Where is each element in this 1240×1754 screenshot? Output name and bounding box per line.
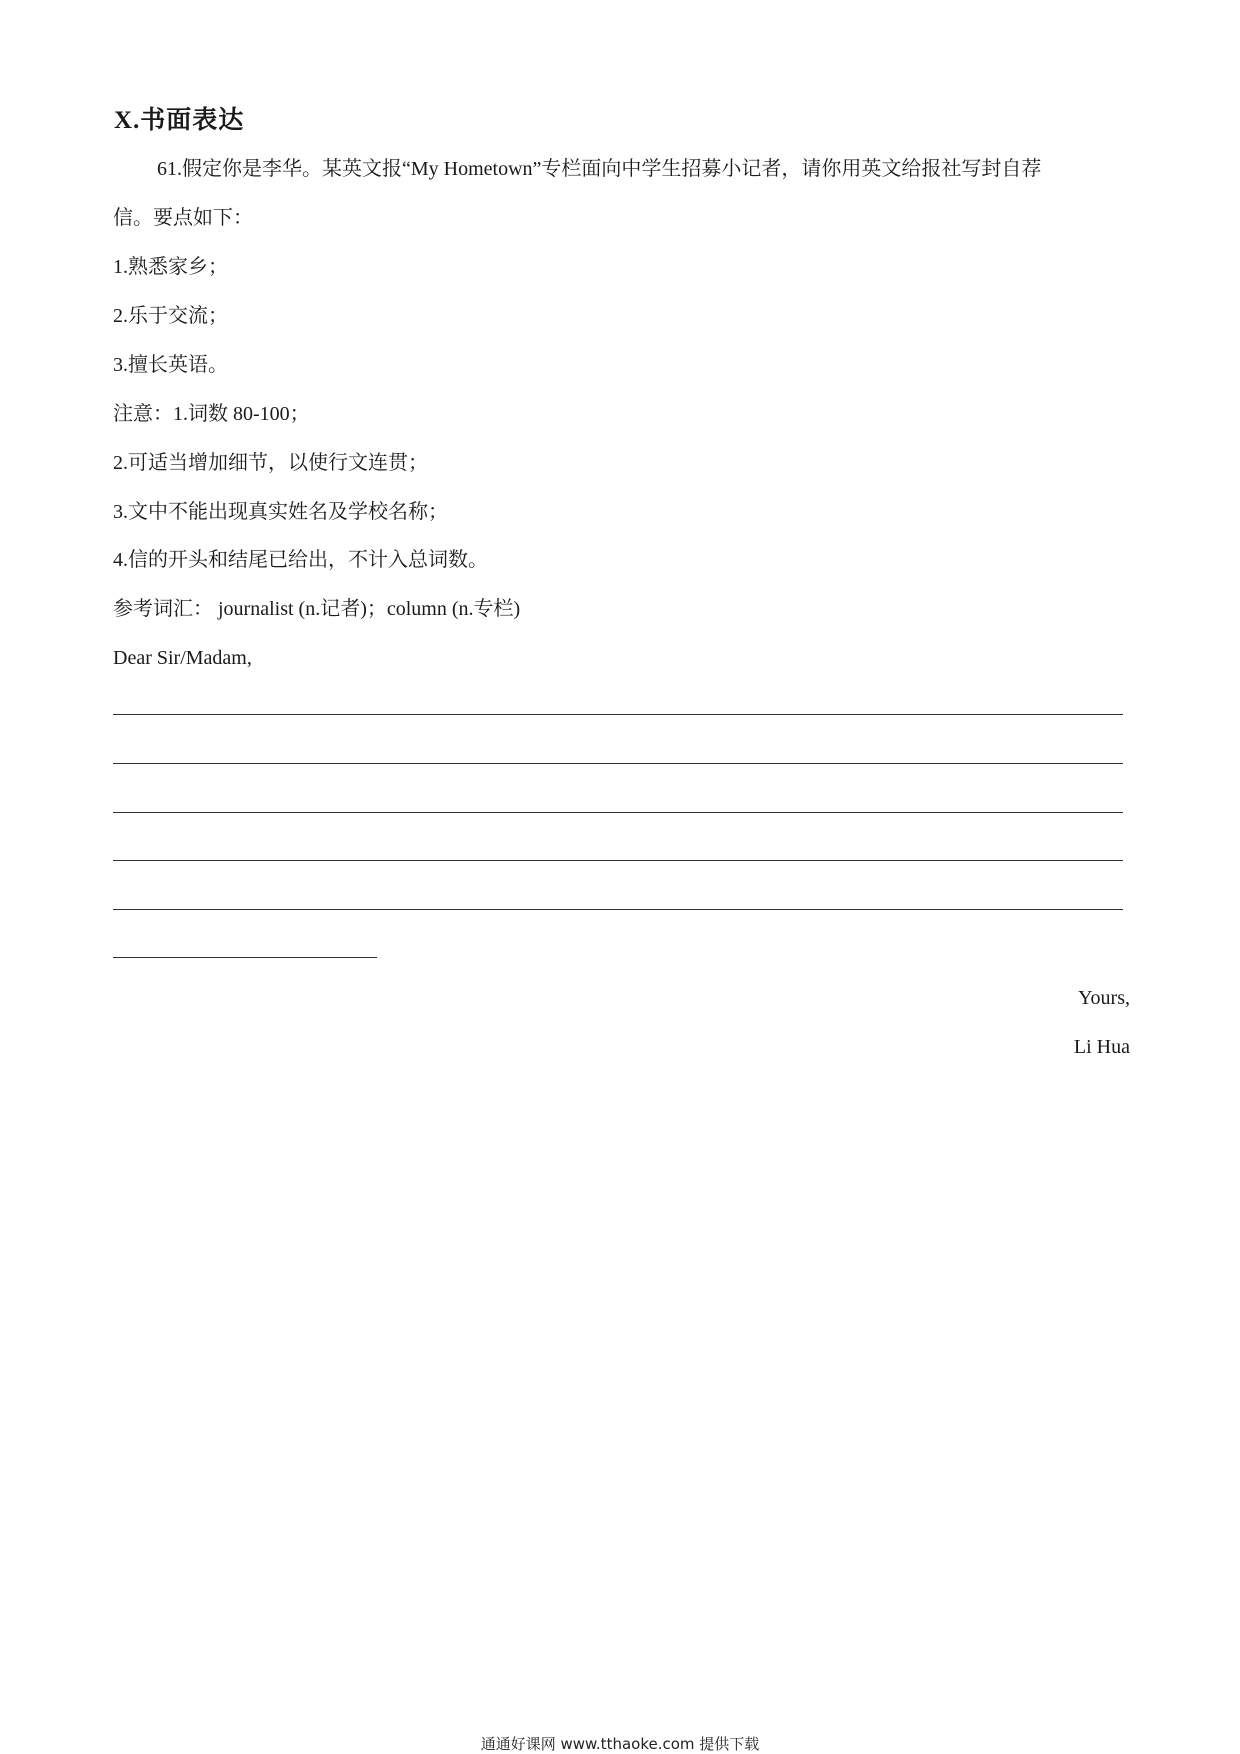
note-3: 3.文中不能出现真实姓名及学校名称； — [113, 501, 448, 523]
prompt-line-1: 61.假定你是李华。某英文报“My Hometown”专栏面向中学生招募小记者，请你用英文给报社写封自荐 — [157, 158, 1042, 180]
point-1: 1.熟悉家乡； — [113, 256, 228, 278]
section-title: X.书面表达 — [114, 107, 245, 134]
note-2: 2.可适当增加细节，以使行文连贯； — [113, 452, 428, 474]
note-1: 注意：1.词数 80-100； — [113, 403, 310, 425]
vocab-line: 参考词汇： journalist (n.记者)；column (n.专栏) — [113, 598, 521, 620]
letter-salutation: Dear Sir/Madam, — [113, 647, 252, 669]
note-4: 4.信的开头和结尾已给出，不计入总词数。 — [113, 549, 488, 571]
letter-signature: Li Hua — [1073, 1036, 1130, 1058]
answer-line[interactable] — [113, 763, 1123, 764]
answer-line[interactable] — [113, 860, 1123, 861]
answer-line[interactable] — [113, 909, 1123, 910]
answer-line[interactable] — [113, 714, 1123, 715]
letter-closing: Yours, — [1078, 987, 1130, 1009]
point-2: 2.乐于交流； — [113, 305, 228, 327]
answer-line-short[interactable] — [113, 957, 377, 958]
answer-line[interactable] — [113, 812, 1123, 813]
prompt-line-2: 信。要点如下： — [113, 207, 253, 229]
footer-credit: 通通好课网 www.tthaoke.com 提供下载 — [480, 1735, 760, 1753]
point-3: 3.擅长英语。 — [113, 354, 228, 376]
